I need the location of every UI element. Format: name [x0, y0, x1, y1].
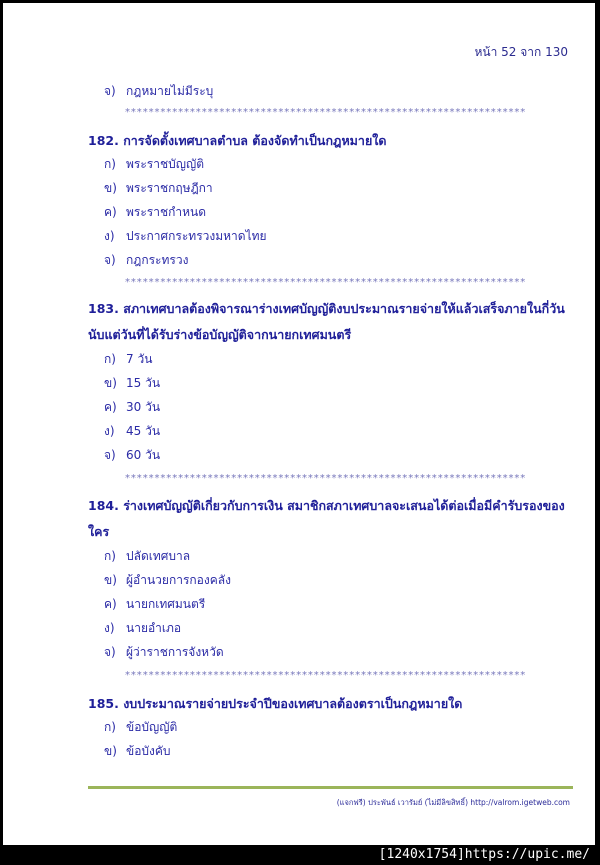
option-label: ค): [104, 400, 117, 414]
option-item: [104, 743, 171, 759]
option-item: [104, 180, 213, 196]
option-item: [104, 252, 188, 268]
option-label: จ): [104, 645, 116, 659]
option-label: ง): [104, 621, 115, 635]
option-label: จ): [104, 448, 116, 462]
option-item: [104, 156, 204, 172]
option-text: ข้อบังคับ: [126, 744, 171, 758]
option-label: ก): [104, 549, 116, 563]
option-label: ค): [104, 597, 117, 611]
option-item: [104, 83, 213, 99]
option-text: ประกาศกระทรวงมหาดไทย: [126, 229, 267, 243]
option-text: 45 วัน: [126, 424, 161, 438]
image-host-watermark: [1240x1754]https://upic.me/: [0, 845, 600, 865]
option-text: ปลัดเทศบาล: [126, 549, 191, 563]
separator: ********************************************************************: [125, 107, 527, 118]
option-text: กฎกระทรวง: [126, 253, 189, 267]
option-item: [104, 620, 181, 636]
question-title: 182. การจัดตั้งเทศบาลตำบล ต้องจัดทำเป็นกฎหมายใด: [88, 133, 387, 148]
option-item: [104, 375, 160, 391]
option-item: [104, 351, 152, 367]
question-title: 185. งบประมาณรายจ่ายประจำปีของเทศบาลต้องตราเป็นกฎหมายใด: [88, 696, 463, 711]
option-text: พระราชบัญญัติ: [126, 157, 204, 171]
option-text: พระราชกฤษฎีกา: [126, 181, 213, 195]
document-page: [3, 3, 595, 845]
option-label: ข): [104, 744, 117, 758]
option-text: 30 วัน: [126, 400, 161, 414]
option-text: ผู้ว่าราชการจังหวัด: [126, 645, 224, 659]
option-label: จ): [104, 253, 116, 267]
separator: ********************************************************************: [125, 473, 527, 484]
option-label: ง): [104, 424, 115, 438]
option-label: ง): [104, 229, 115, 243]
option-text: 15 วัน: [126, 376, 161, 390]
option-item: [104, 204, 206, 220]
option-label: ข): [104, 181, 117, 195]
question-title: 184. ร่างเทศบัญญัติเกี่ยวกับการเงิน สมาชิกสภาเทศบาลจะเสนอได้ต่อเมื่อมีคำรับรองของใคร: [88, 498, 565, 539]
option-text: ผู้อำนวยการกองคลัง: [126, 573, 231, 587]
option-item: [104, 572, 231, 588]
option-item: [104, 399, 160, 415]
option-text: 7 วัน: [126, 352, 153, 366]
option-item: [104, 228, 267, 244]
separator: ********************************************************************: [125, 670, 527, 681]
option-label: ก): [104, 720, 116, 734]
option-text: พระราชกำหนด: [126, 205, 207, 219]
option-label: ข): [104, 573, 117, 587]
option-item: [104, 596, 205, 612]
option-label: ก): [104, 157, 116, 171]
option-label: จ): [104, 84, 116, 98]
option-text: ข้อบัญญัติ: [126, 720, 178, 734]
option-item: [104, 447, 160, 463]
option-label: ข): [104, 376, 117, 390]
option-text: 60 วัน: [126, 448, 161, 462]
option-item: [104, 548, 190, 564]
option-label: ค): [104, 205, 117, 219]
option-text: กฎหมายไม่มีระบุ: [126, 84, 214, 98]
option-item: [104, 423, 160, 439]
footer-credit: (แจกฟรี) ประพันธ์ เวารัมย์ (ไม่มีลิขสิทธิ์) http://valrom.igetweb.com: [336, 798, 570, 807]
option-item: [104, 719, 177, 735]
option-text: นายอำเภอ: [126, 621, 182, 635]
option-text: นายกเทศมนตรี: [126, 597, 206, 611]
separator: ********************************************************************: [125, 277, 527, 288]
option-item: [104, 644, 224, 660]
page-indicator: หน้า 52 จาก 130: [474, 45, 568, 59]
question-title: 183. สภาเทศบาลต้องพิจารณาร่างเทศบัญญัติงบประมาณรายจ่ายให้แล้วเสร็จภายในกี่วันนับแต่วันที่ได้รับร่างข้อบัญญัติจากนายกเทศมนตรี: [88, 301, 565, 342]
option-label: ก): [104, 352, 116, 366]
footer-rule: [88, 786, 573, 789]
